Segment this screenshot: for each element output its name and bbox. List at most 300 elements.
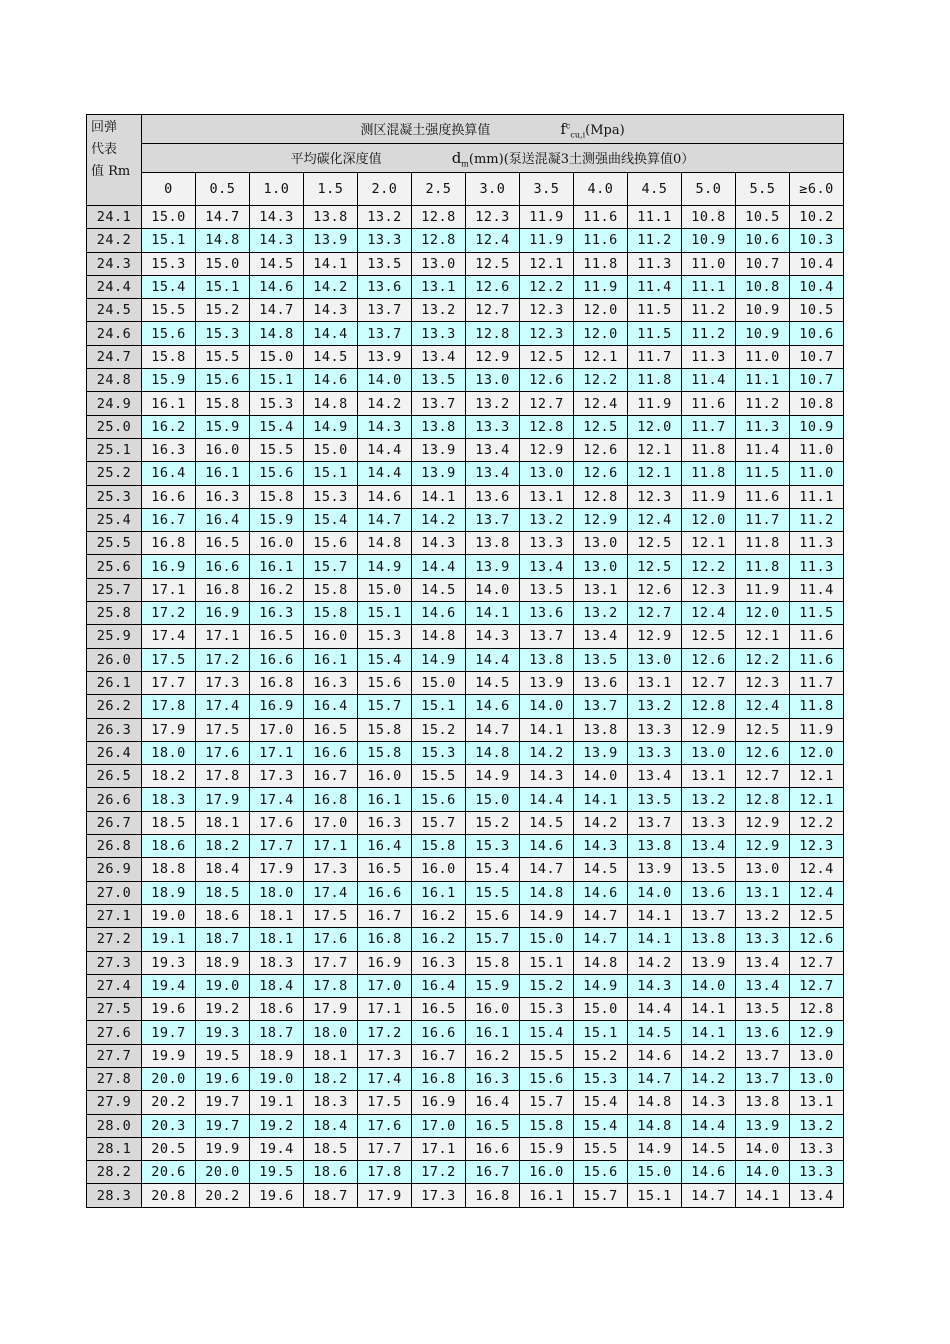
strength-value-cell: 16.2 [412, 904, 466, 927]
strength-value-cell: 18.2 [142, 765, 196, 788]
strength-value-cell: 17.9 [304, 998, 358, 1021]
strength-value-cell: 11.3 [790, 555, 844, 578]
strength-value-cell: 14.0 [520, 695, 574, 718]
strength-value-cell: 11.7 [790, 671, 844, 694]
strength-value-cell: 16.9 [196, 602, 250, 625]
strength-value-cell: 16.6 [304, 741, 358, 764]
strength-value-cell: 13.5 [574, 648, 628, 671]
strength-value-cell: 12.4 [574, 392, 628, 415]
strength-value-cell: 16.1 [250, 555, 304, 578]
strength-value-cell: 15.9 [142, 369, 196, 392]
strength-value-cell: 18.0 [304, 1021, 358, 1044]
strength-value-cell: 14.0 [736, 1161, 790, 1184]
strength-value-cell: 15.7 [574, 1184, 628, 1207]
strength-value-cell: 13.0 [412, 252, 466, 275]
strength-value-cell: 12.7 [682, 671, 736, 694]
strength-value-cell: 16.7 [304, 765, 358, 788]
strength-value-cell: 17.2 [142, 602, 196, 625]
strength-value-cell: 11.2 [628, 229, 682, 252]
strength-value-cell: 12.9 [790, 1021, 844, 1044]
strength-value-cell: 13.2 [790, 1114, 844, 1137]
strength-value-cell: 14.4 [520, 788, 574, 811]
strength-value-cell: 18.3 [304, 1091, 358, 1114]
strength-value-cell: 15.5 [250, 438, 304, 461]
strength-value-cell: 18.7 [196, 928, 250, 951]
table-row [87, 252, 844, 275]
table-row [87, 835, 844, 858]
strength-value-cell: 12.3 [466, 206, 520, 229]
strength-value-cell: 15.3 [142, 252, 196, 275]
strength-value-cell: 14.1 [682, 998, 736, 1021]
strength-value-cell: 11.1 [682, 275, 736, 298]
table-row [87, 1091, 844, 1114]
strength-value-cell: 11.3 [790, 532, 844, 555]
strength-value-cell: 13.6 [574, 671, 628, 694]
strength-value-cell: 16.2 [142, 415, 196, 438]
strength-value-cell: 14.7 [682, 1184, 736, 1207]
strength-value-cell: 14.0 [682, 974, 736, 997]
strength-value-cell: 18.2 [304, 1067, 358, 1090]
strength-value-cell: 18.0 [250, 881, 304, 904]
strength-value-cell: 15.6 [196, 369, 250, 392]
strength-value-cell: 15.7 [412, 811, 466, 834]
strength-value-cell: 19.0 [196, 974, 250, 997]
strength-value-cell: 12.5 [574, 415, 628, 438]
strength-value-cell: 12.8 [412, 206, 466, 229]
strength-value-cell: 17.1 [412, 1137, 466, 1160]
strength-value-cell: 14.5 [304, 345, 358, 368]
strength-value-cell: 17.5 [358, 1091, 412, 1114]
strength-value-cell: 13.2 [736, 904, 790, 927]
strength-value-cell: 14.5 [250, 252, 304, 275]
rebound-value-cell: 27.7 [87, 1044, 142, 1067]
strength-value-cell: 11.5 [790, 602, 844, 625]
strength-value-cell: 13.8 [520, 648, 574, 671]
strength-value-cell: 12.4 [736, 695, 790, 718]
strength-value-cell: 13.1 [574, 578, 628, 601]
strength-value-cell: 13.8 [466, 532, 520, 555]
table-row [87, 741, 844, 764]
strength-value-cell: 10.7 [790, 345, 844, 368]
strength-value-cell: 17.9 [358, 1184, 412, 1207]
table-row [87, 1161, 844, 1184]
strength-value-cell: 13.1 [790, 1091, 844, 1114]
strength-value-cell: 13.2 [520, 508, 574, 531]
strength-value-cell: 19.7 [196, 1114, 250, 1137]
rebound-value-cell: 26.9 [87, 858, 142, 881]
strength-value-cell: 14.7 [574, 928, 628, 951]
rebound-value-cell: 24.4 [87, 275, 142, 298]
strength-value-cell: 14.6 [358, 485, 412, 508]
table-row [87, 1137, 844, 1160]
strength-value-cell: 16.6 [196, 555, 250, 578]
strength-value-cell: 15.8 [358, 741, 412, 764]
strength-value-cell: 16.3 [358, 811, 412, 834]
strength-value-cell: 12.0 [736, 602, 790, 625]
strength-value-cell: 15.9 [466, 974, 520, 997]
strength-value-cell: 14.1 [412, 485, 466, 508]
strength-value-cell: 11.6 [574, 206, 628, 229]
table-row [87, 485, 844, 508]
strength-value-cell: 16.8 [466, 1184, 520, 1207]
strength-value-cell: 14.5 [574, 858, 628, 881]
strength-value-cell: 16.8 [250, 671, 304, 694]
strength-value-cell: 11.9 [682, 485, 736, 508]
column-header: 1.5 [304, 173, 358, 206]
strength-value-cell: 14.9 [304, 415, 358, 438]
strength-value-cell: 17.5 [304, 904, 358, 927]
strength-value-cell: 12.6 [574, 462, 628, 485]
strength-value-cell: 11.8 [574, 252, 628, 275]
strength-value-cell: 12.5 [466, 252, 520, 275]
rebound-value-cell: 27.0 [87, 881, 142, 904]
strength-value-cell: 11.8 [790, 695, 844, 718]
strength-value-cell: 14.5 [520, 811, 574, 834]
strength-value-cell: 15.6 [304, 532, 358, 555]
strength-value-cell: 11.2 [682, 322, 736, 345]
strength-value-cell: 15.5 [196, 345, 250, 368]
strength-value-cell: 13.9 [466, 555, 520, 578]
strength-value-cell: 15.4 [304, 508, 358, 531]
rebound-value-cell: 25.1 [87, 438, 142, 461]
strength-value-cell: 20.0 [142, 1067, 196, 1090]
strength-value-cell: 15.1 [628, 1184, 682, 1207]
strength-value-cell: 12.9 [736, 811, 790, 834]
strength-value-cell: 17.2 [412, 1161, 466, 1184]
strength-value-cell: 14.6 [520, 835, 574, 858]
strength-value-cell: 18.1 [250, 904, 304, 927]
strength-value-cell: 15.7 [520, 1091, 574, 1114]
strength-value-cell: 10.7 [736, 252, 790, 275]
strength-value-cell: 18.4 [196, 858, 250, 881]
strength-value-cell: 17.1 [358, 998, 412, 1021]
strength-value-cell: 14.2 [682, 1067, 736, 1090]
table-row [87, 1067, 844, 1090]
strength-value-cell: 11.7 [682, 415, 736, 438]
table-row [87, 229, 844, 252]
strength-value-cell: 13.5 [628, 788, 682, 811]
strength-value-cell: 11.8 [736, 555, 790, 578]
strength-value-cell: 17.0 [250, 718, 304, 741]
strength-value-cell: 18.4 [304, 1114, 358, 1137]
strength-value-cell: 11.3 [628, 252, 682, 275]
table-row [87, 415, 844, 438]
strength-value-cell: 17.8 [142, 695, 196, 718]
table-row [87, 299, 844, 322]
strength-value-cell: 11.6 [682, 392, 736, 415]
strength-value-cell: 14.0 [628, 881, 682, 904]
strength-value-cell: 17.5 [142, 648, 196, 671]
corner-line1: 回弹 [91, 120, 118, 135]
strength-value-cell: 12.8 [682, 695, 736, 718]
strength-value-cell: 19.5 [250, 1161, 304, 1184]
strength-value-cell: 17.1 [304, 835, 358, 858]
strength-value-cell: 10.2 [790, 206, 844, 229]
strength-value-cell: 15.5 [574, 1137, 628, 1160]
strength-value-cell: 16.5 [358, 858, 412, 881]
strength-value-cell: 15.3 [466, 835, 520, 858]
strength-value-cell: 17.8 [196, 765, 250, 788]
strength-value-cell: 12.9 [682, 718, 736, 741]
strength-value-cell: 20.3 [142, 1114, 196, 1137]
strength-value-cell: 15.3 [574, 1067, 628, 1090]
strength-value-cell: 12.4 [790, 858, 844, 881]
strength-value-cell: 14.8 [304, 392, 358, 415]
strength-value-cell: 18.2 [196, 835, 250, 858]
rebound-value-cell: 24.6 [87, 322, 142, 345]
strength-value-cell: 10.6 [736, 229, 790, 252]
strength-value-cell: 16.3 [196, 485, 250, 508]
rebound-value-cell: 25.4 [87, 508, 142, 531]
strength-value-cell: 13.9 [304, 229, 358, 252]
table-row [87, 462, 844, 485]
table-row [87, 858, 844, 881]
table-row [87, 765, 844, 788]
rebound-value-cell: 25.9 [87, 625, 142, 648]
strength-value-cell: 14.8 [520, 881, 574, 904]
strength-value-cell: 13.3 [736, 928, 790, 951]
table-row [87, 578, 844, 601]
strength-value-cell: 16.8 [142, 532, 196, 555]
column-header: ≥6.0 [790, 173, 844, 206]
strength-value-cell: 14.4 [682, 1114, 736, 1137]
strength-value-cell: 14.5 [628, 1021, 682, 1044]
strength-value-cell: 15.6 [466, 904, 520, 927]
strength-value-cell: 13.8 [628, 835, 682, 858]
strength-value-cell: 17.4 [196, 695, 250, 718]
strength-value-cell: 11.9 [520, 229, 574, 252]
table-row [87, 438, 844, 461]
strength-value-cell: 13.2 [574, 602, 628, 625]
strength-value-cell: 12.8 [466, 322, 520, 345]
strength-value-cell: 12.3 [682, 578, 736, 601]
strength-value-cell: 16.3 [466, 1067, 520, 1090]
strength-value-cell: 11.9 [736, 578, 790, 601]
strength-value-cell: 15.6 [574, 1161, 628, 1184]
strength-value-cell: 17.3 [304, 858, 358, 881]
subtitle-symbol: d [451, 148, 462, 167]
strength-value-cell: 13.2 [628, 695, 682, 718]
strength-value-cell: 12.3 [736, 671, 790, 694]
strength-value-cell: 13.4 [682, 835, 736, 858]
strength-value-cell: 17.6 [304, 928, 358, 951]
strength-value-cell: 20.8 [142, 1184, 196, 1207]
strength-value-cell: 15.0 [250, 345, 304, 368]
strength-value-cell: 19.1 [142, 928, 196, 951]
strength-value-cell: 11.9 [520, 206, 574, 229]
strength-value-cell: 14.8 [412, 625, 466, 648]
strength-value-cell: 17.0 [412, 1114, 466, 1137]
strength-value-cell: 15.6 [520, 1067, 574, 1090]
strength-value-cell: 16.5 [412, 998, 466, 1021]
strength-value-cell: 14.7 [466, 718, 520, 741]
strength-value-cell: 14.8 [196, 229, 250, 252]
rebound-value-cell: 26.1 [87, 671, 142, 694]
strength-value-cell: 16.3 [250, 602, 304, 625]
table-row [87, 1114, 844, 1137]
strength-value-cell: 12.0 [628, 415, 682, 438]
column-header: 4.5 [628, 173, 682, 206]
strength-value-cell: 10.9 [790, 415, 844, 438]
table-row [87, 1021, 844, 1044]
strength-value-cell: 16.9 [250, 695, 304, 718]
strength-value-cell: 16.6 [412, 1021, 466, 1044]
strength-value-cell: 15.3 [196, 322, 250, 345]
rebound-value-cell: 24.1 [87, 206, 142, 229]
strength-value-cell: 19.4 [250, 1137, 304, 1160]
strength-value-cell: 11.9 [790, 718, 844, 741]
strength-value-cell: 15.1 [358, 602, 412, 625]
strength-value-cell: 16.6 [358, 881, 412, 904]
strength-value-cell: 12.9 [520, 438, 574, 461]
strength-value-cell: 14.8 [358, 532, 412, 555]
strength-value-cell: 13.0 [574, 532, 628, 555]
strength-value-cell: 12.3 [520, 322, 574, 345]
strength-value-cell: 12.6 [520, 369, 574, 392]
strength-value-cell: 15.0 [520, 928, 574, 951]
strength-value-cell: 12.5 [628, 532, 682, 555]
strength-value-cell: 20.5 [142, 1137, 196, 1160]
strength-value-cell: 11.0 [790, 462, 844, 485]
strength-value-cell: 15.0 [358, 578, 412, 601]
strength-value-cell: 10.6 [790, 322, 844, 345]
strength-value-cell: 15.5 [520, 1044, 574, 1067]
strength-value-cell: 12.8 [520, 415, 574, 438]
strength-value-cell: 13.4 [790, 1184, 844, 1207]
strength-value-cell: 12.1 [790, 765, 844, 788]
strength-value-cell: 19.6 [250, 1184, 304, 1207]
strength-value-cell: 14.0 [358, 369, 412, 392]
strength-value-cell: 16.3 [412, 951, 466, 974]
strength-value-cell: 13.3 [682, 811, 736, 834]
strength-value-cell: 13.0 [574, 555, 628, 578]
strength-value-cell: 12.2 [682, 555, 736, 578]
strength-value-cell: 17.4 [250, 788, 304, 811]
strength-value-cell: 20.0 [196, 1161, 250, 1184]
rebound-value-cell: 25.2 [87, 462, 142, 485]
table-row [87, 671, 844, 694]
strength-value-cell: 11.5 [628, 299, 682, 322]
strength-value-cell: 18.1 [196, 811, 250, 834]
strength-value-cell: 14.2 [628, 951, 682, 974]
strength-value-cell: 13.5 [412, 369, 466, 392]
strength-value-cell: 13.2 [412, 299, 466, 322]
strength-value-cell: 15.0 [466, 788, 520, 811]
strength-value-cell: 13.8 [574, 718, 628, 741]
strength-value-cell: 13.6 [736, 1021, 790, 1044]
strength-value-cell: 16.9 [412, 1091, 466, 1114]
strength-value-cell: 13.0 [628, 648, 682, 671]
strength-value-cell: 11.3 [736, 415, 790, 438]
rebound-value-cell: 28.2 [87, 1161, 142, 1184]
strength-value-cell: 15.3 [412, 741, 466, 764]
strength-value-cell: 12.3 [628, 485, 682, 508]
strength-value-cell: 16.3 [304, 671, 358, 694]
strength-value-cell: 14.8 [250, 322, 304, 345]
strength-value-cell: 13.0 [520, 462, 574, 485]
strength-value-cell: 15.1 [412, 695, 466, 718]
strength-value-cell: 16.7 [142, 508, 196, 531]
rebound-value-cell: 26.5 [87, 765, 142, 788]
strength-value-cell: 16.1 [304, 648, 358, 671]
strength-value-cell: 16.7 [358, 904, 412, 927]
strength-value-cell: 16.4 [304, 695, 358, 718]
strength-value-cell: 10.7 [790, 369, 844, 392]
strength-value-cell: 12.7 [466, 299, 520, 322]
strength-value-cell: 13.3 [466, 415, 520, 438]
strength-value-cell: 13.2 [682, 788, 736, 811]
strength-value-cell: 11.3 [682, 345, 736, 368]
rebound-value-cell: 25.7 [87, 578, 142, 601]
strength-value-cell: 13.7 [628, 811, 682, 834]
strength-value-cell: 12.1 [628, 438, 682, 461]
strength-value-cell: 14.4 [412, 555, 466, 578]
strength-value-cell: 13.6 [466, 485, 520, 508]
table-row [87, 881, 844, 904]
strength-value-cell: 14.5 [412, 578, 466, 601]
rebound-value-cell: 24.3 [87, 252, 142, 275]
strength-value-cell: 14.7 [520, 858, 574, 881]
strength-value-cell: 16.4 [466, 1091, 520, 1114]
strength-value-cell: 15.4 [574, 1114, 628, 1137]
strength-value-cell: 18.9 [142, 881, 196, 904]
strength-value-cell: 13.9 [412, 438, 466, 461]
strength-value-cell: 12.2 [520, 275, 574, 298]
strength-value-cell: 14.3 [520, 765, 574, 788]
header-row-subtitle [87, 144, 844, 173]
strength-value-cell: 15.1 [574, 1021, 628, 1044]
strength-value-cell: 15.1 [142, 229, 196, 252]
strength-value-cell: 14.7 [574, 904, 628, 927]
header-row-columns [87, 173, 844, 206]
strength-value-cell: 13.3 [412, 322, 466, 345]
table-row [87, 369, 844, 392]
strength-value-cell: 12.2 [736, 648, 790, 671]
strength-value-cell: 14.0 [574, 765, 628, 788]
strength-value-cell: 11.9 [628, 392, 682, 415]
title-sup: c [565, 121, 571, 131]
strength-value-cell: 15.8 [358, 718, 412, 741]
strength-value-cell: 14.9 [520, 904, 574, 927]
strength-value-cell: 13.1 [682, 765, 736, 788]
strength-value-cell: 15.7 [304, 555, 358, 578]
strength-value-cell: 18.6 [304, 1161, 358, 1184]
strength-value-cell: 14.1 [628, 904, 682, 927]
column-header: 2.0 [358, 173, 412, 206]
strength-value-cell: 13.7 [412, 392, 466, 415]
strength-value-cell: 12.5 [628, 555, 682, 578]
strength-value-cell: 14.1 [304, 252, 358, 275]
strength-value-cell: 16.9 [358, 951, 412, 974]
strength-value-cell: 14.3 [628, 974, 682, 997]
strength-value-cell: 10.4 [790, 275, 844, 298]
rebound-value-cell: 27.2 [87, 928, 142, 951]
strength-value-cell: 19.9 [142, 1044, 196, 1067]
strength-value-cell: 13.3 [628, 718, 682, 741]
strength-value-cell: 12.3 [520, 299, 574, 322]
strength-value-cell: 17.4 [304, 881, 358, 904]
strength-value-cell: 18.7 [304, 1184, 358, 1207]
strength-value-cell: 14.1 [682, 1021, 736, 1044]
strength-value-cell: 15.0 [628, 1161, 682, 1184]
strength-value-cell: 11.8 [682, 438, 736, 461]
strength-value-cell: 12.7 [736, 765, 790, 788]
strength-value-cell: 12.6 [466, 275, 520, 298]
strength-value-cell: 12.1 [574, 345, 628, 368]
strength-value-cell: 18.8 [142, 858, 196, 881]
rebound-value-cell: 24.2 [87, 229, 142, 252]
table-row [87, 951, 844, 974]
